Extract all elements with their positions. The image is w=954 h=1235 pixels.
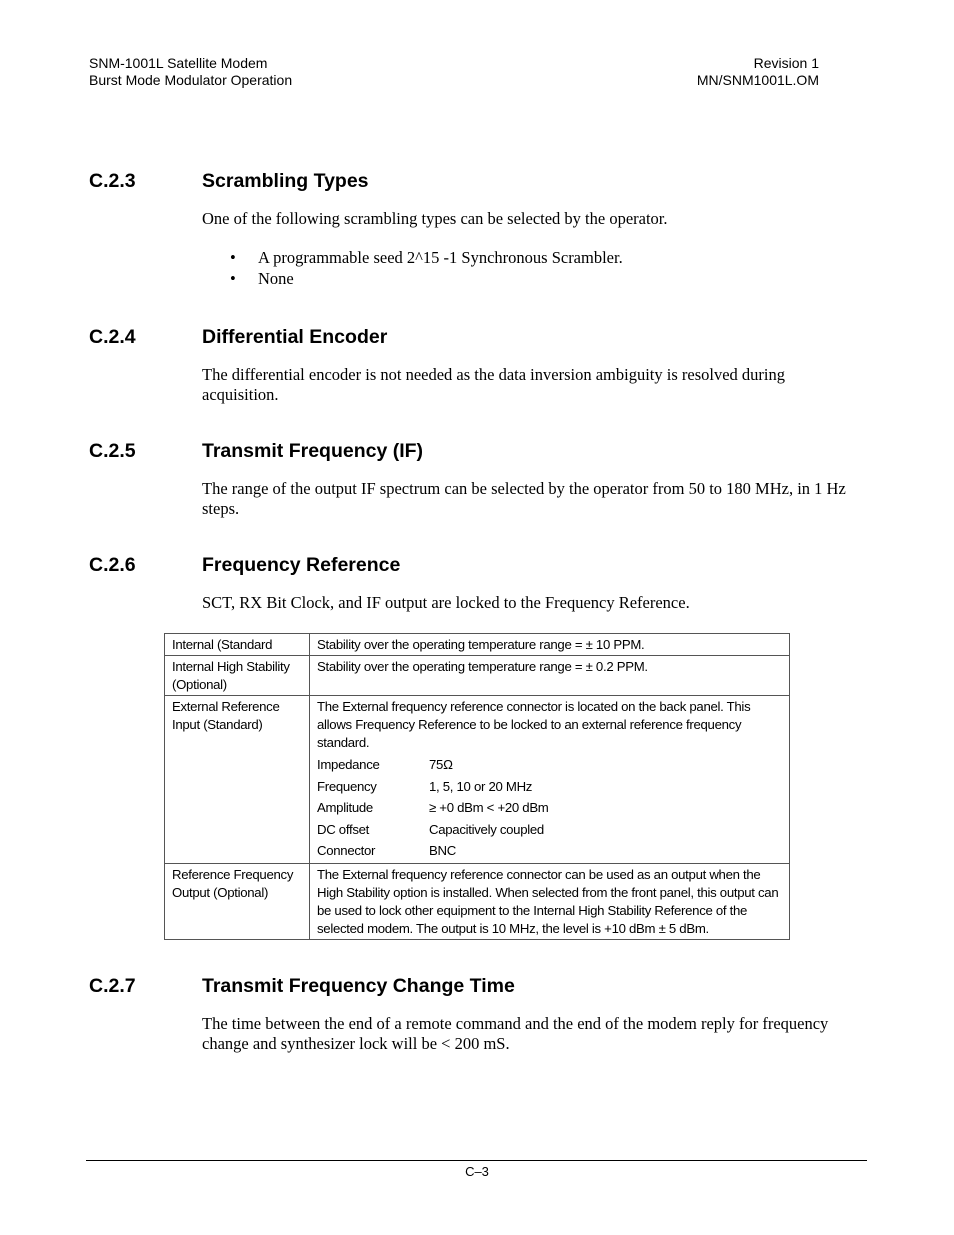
table-row-text: Stability over the operating temperature range = ± 0.2 PPM. (310, 656, 790, 696)
page-header-right (697, 55, 819, 89)
bullet-list (202, 247, 869, 289)
spec-row (317, 754, 782, 776)
table-row-cell (310, 696, 790, 864)
section-number: C.2.7 (89, 975, 136, 997)
table-row-text: The External frequency reference connector can be used as an output when the High Stability option is installed. When selected from the front panel, this output can be used to lock other equipment to the Internal High Stability Reference of the selected modem. The output is 10 MHz, the level is +10 dBm ± 5 dBm. (310, 863, 790, 939)
table-row-label: External Reference Input (Standard) (165, 696, 310, 864)
spec-row (317, 819, 782, 841)
section-frequency-reference (89, 553, 869, 613)
section-transmit-frequency (89, 439, 869, 519)
list-item: • None (202, 268, 869, 289)
section-number: C.2.4 (89, 326, 136, 348)
table-row (165, 863, 790, 939)
table-row-label: Internal High Stability (Optional) (165, 656, 310, 696)
spec-value: ≥ +0 dBm < +20 dBm (429, 800, 549, 815)
page-number: C–3 (465, 1164, 489, 1179)
section-body: One of the following scrambling types can be selected by the operator. (202, 209, 668, 228)
spec-key: Amplitude (317, 800, 373, 815)
page-header-left (89, 55, 292, 89)
header-doc-title: SNM-1001L Satellite Modem (89, 55, 268, 71)
spec-key: Connector (317, 843, 376, 858)
frequency-reference-table (164, 633, 790, 940)
spec-value: 1, 5, 10 or 20 MHz (429, 778, 533, 794)
section-heading (89, 169, 869, 193)
section-differential-encoder (89, 325, 869, 405)
section-number: C.2.5 (89, 440, 136, 462)
table-row-text: Stability over the operating temperature range = ± 10 PPM. (310, 634, 790, 656)
spec-row (317, 797, 782, 819)
spec-row (317, 776, 782, 798)
section-body: The range of the output IF spectrum can be selected by the operator from 50 to 180 MHz, in 1 Hz steps. (202, 479, 846, 518)
section-heading (89, 439, 869, 463)
spec-key: Frequency (317, 778, 377, 794)
table-row (165, 656, 790, 696)
section-body: The time between the end of a remote command and the end of the modem reply for frequency change and synthesizer lock will be < 200 mS. (202, 1014, 829, 1053)
list-item: • A programmable seed 2^15 -1 Synchronous Scrambler. (202, 247, 869, 268)
table-row (165, 634, 790, 656)
section-scrambling-types (89, 169, 869, 289)
spec-value: BNC (429, 843, 456, 858)
header-revision: Revision 1 (753, 55, 819, 71)
table-row-label: Reference Frequency Output (Optional) (165, 863, 310, 939)
table-row-text: The External frequency reference connector is located on the back panel. This allows Frequency Reference to be locked to an external reference frequency standard. (317, 699, 751, 750)
spec-value: 75Ω (429, 757, 453, 772)
section-number: C.2.3 (89, 170, 136, 192)
section-title: Transmit Frequency Change Time (202, 975, 515, 997)
footer-divider (86, 1160, 867, 1161)
table-row (165, 696, 790, 864)
section-change-time (89, 974, 869, 1054)
spec-value: Capacitively coupled (429, 821, 544, 837)
section-title: Scrambling Types (202, 170, 369, 192)
section-title: Frequency Reference (202, 554, 401, 576)
section-title: Differential Encoder (202, 326, 388, 348)
table-row-label: Internal (Standard (165, 634, 310, 656)
header-doc-number: MN/SNM1001L.OM (696, 72, 819, 88)
header-chapter: Burst Mode Modulator Operation (89, 72, 293, 88)
section-heading (89, 325, 869, 349)
section-number: C.2.6 (89, 554, 136, 576)
section-title: Transmit Frequency (IF) (202, 440, 424, 462)
spec-key: Impedance (317, 757, 380, 772)
section-heading (89, 974, 869, 998)
section-body: The differential encoder is not needed as the data inversion ambiguity is resolved during acquisition. (202, 365, 785, 404)
section-heading (89, 553, 869, 577)
spec-row (317, 840, 782, 862)
section-body: SCT, RX Bit Clock, and IF output are locked to the Frequency Reference. (202, 593, 690, 612)
spec-key: DC offset (317, 821, 370, 837)
